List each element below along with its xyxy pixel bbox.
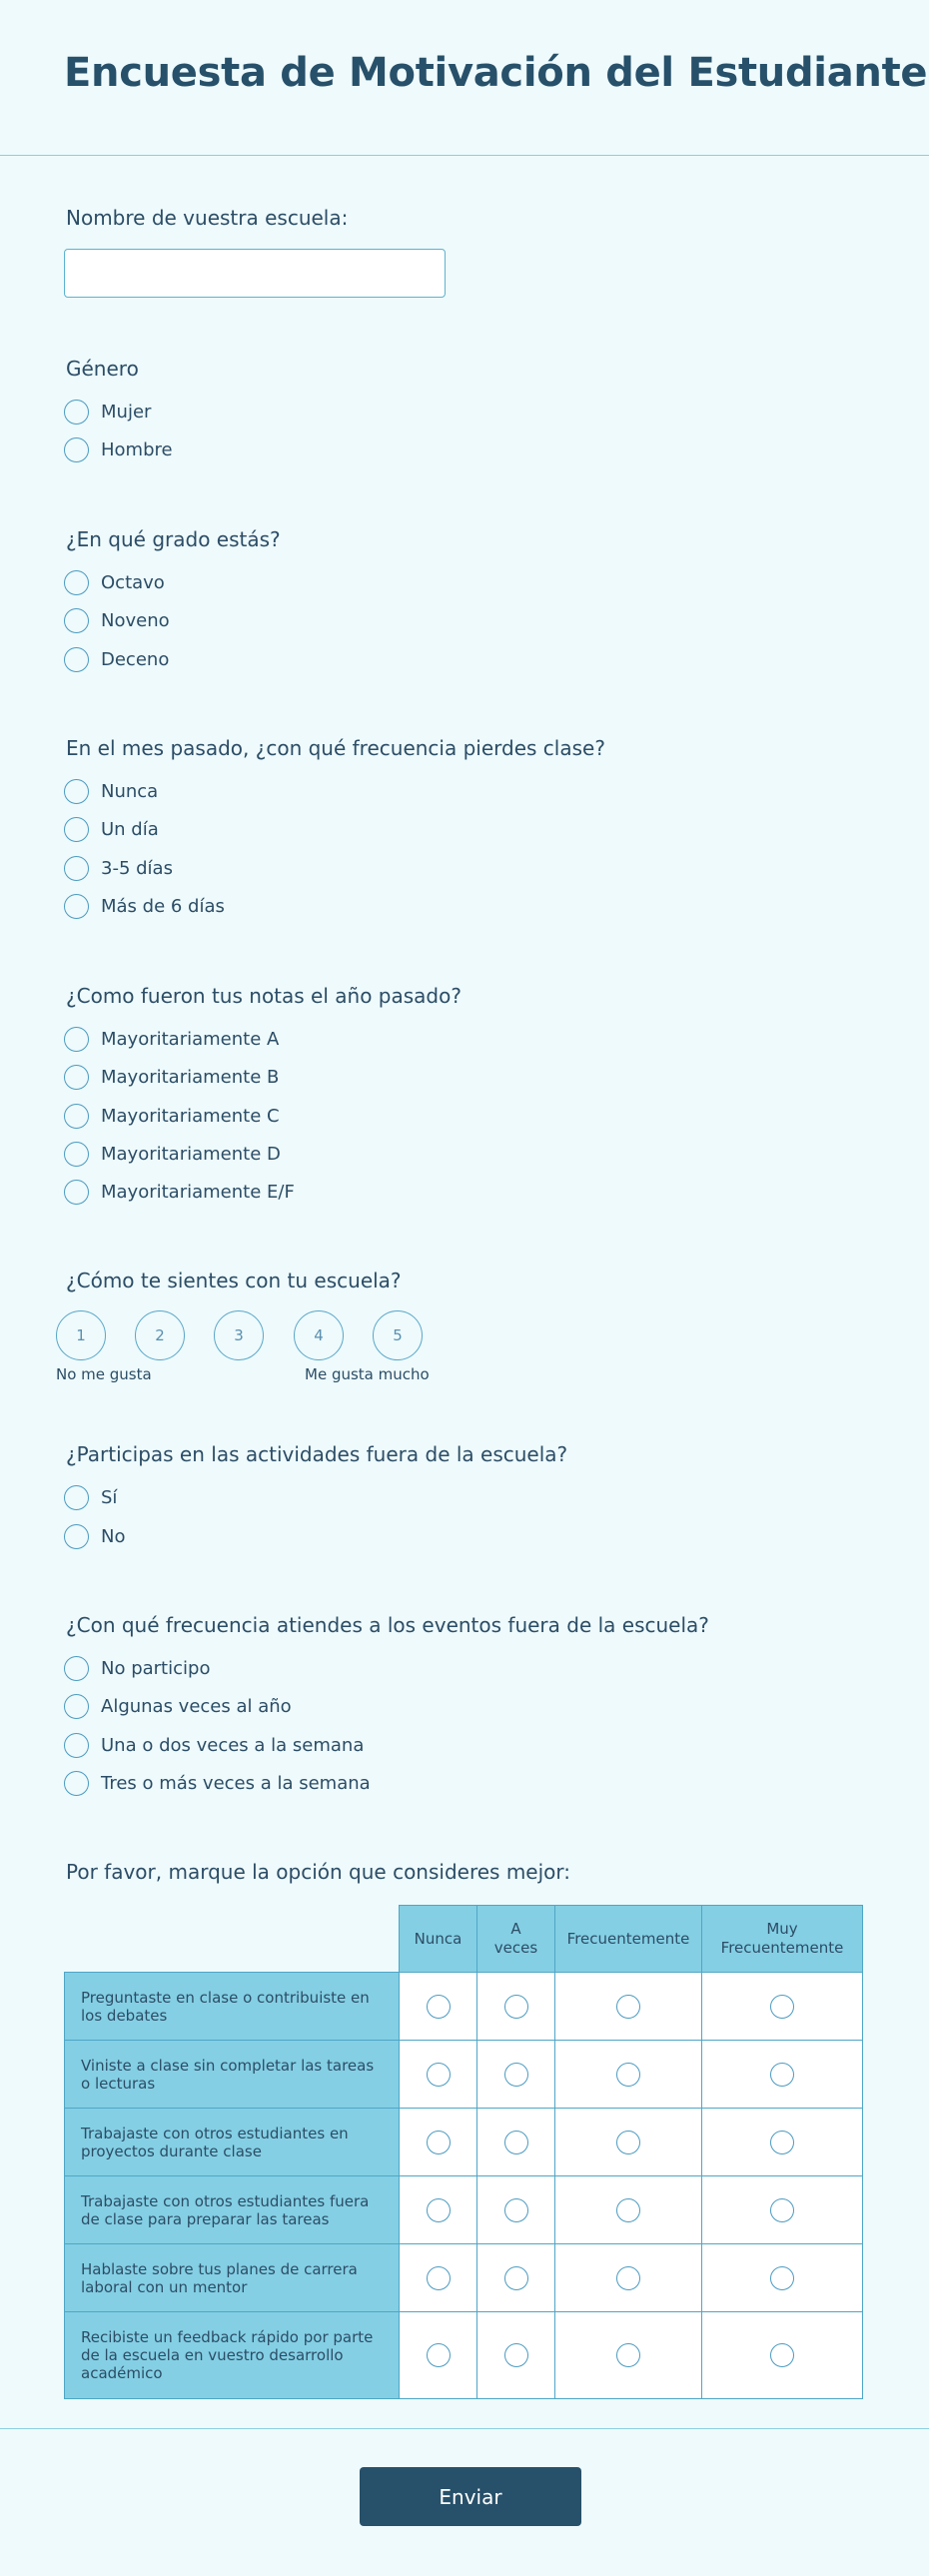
page-title: Encuesta de Motivación del Estudiante bbox=[64, 50, 928, 96]
grade-option-octavo[interactable] bbox=[64, 569, 165, 595]
radio-button[interactable] bbox=[64, 1733, 89, 1758]
grade-option-noveno[interactable] bbox=[64, 607, 170, 633]
events-option-tres-o-mas[interactable] bbox=[64, 1770, 371, 1796]
option-label: No participo bbox=[101, 1657, 211, 1679]
matrix-cell[interactable] bbox=[476, 2175, 555, 2244]
option-label: No bbox=[101, 1525, 126, 1547]
radio-button[interactable] bbox=[770, 2063, 794, 2087]
matrix-cell[interactable] bbox=[476, 2040, 555, 2109]
matrix-row-label: Hablaste sobre tus planes de carrera laboral con un mentor bbox=[64, 2243, 400, 2312]
matrix-cell[interactable] bbox=[554, 2311, 702, 2399]
matrix-row-label: Preguntaste en clase o contribuiste en los debates bbox=[64, 1972, 400, 2041]
events-option-una-o-dos[interactable] bbox=[64, 1732, 364, 1758]
matrix-cell[interactable] bbox=[399, 2040, 477, 2109]
matrix-cell[interactable] bbox=[399, 2108, 477, 2176]
activities-option-si[interactable] bbox=[64, 1484, 117, 1510]
matrix-cell[interactable] bbox=[476, 1972, 555, 2041]
absence-option-un-dia[interactable] bbox=[64, 816, 159, 842]
grades-option-c[interactable] bbox=[64, 1103, 280, 1129]
matrix-question-label: Por favor, marque la opción que consideres mejor: bbox=[66, 1860, 571, 1884]
option-label: Tres o más veces a la semana bbox=[101, 1772, 371, 1794]
radio-button[interactable] bbox=[770, 2266, 794, 2290]
rating-option-4[interactable]: 4 bbox=[294, 1310, 344, 1360]
grades-option-a[interactable] bbox=[64, 1026, 279, 1052]
gender-question-label: Género bbox=[66, 357, 139, 381]
radio-button[interactable] bbox=[64, 437, 89, 462]
rating-low-caption: No me gusta bbox=[56, 1365, 152, 1383]
radio-button[interactable] bbox=[64, 1656, 89, 1681]
radio-button[interactable] bbox=[504, 2063, 528, 2087]
matrix-cell[interactable] bbox=[701, 2040, 863, 2109]
option-label: Más de 6 días bbox=[101, 895, 225, 917]
radio-button[interactable] bbox=[427, 2343, 451, 2367]
radio-button[interactable] bbox=[427, 2198, 451, 2222]
matrix-cell[interactable] bbox=[399, 2243, 477, 2312]
absence-question-label: En el mes pasado, ¿con qué frecuencia pierdes clase? bbox=[66, 736, 605, 760]
grade-option-deceno[interactable] bbox=[64, 646, 169, 672]
radio-button[interactable] bbox=[64, 1694, 89, 1719]
option-label: Noveno bbox=[101, 609, 170, 631]
matrix-cell[interactable] bbox=[701, 1972, 863, 2041]
radio-button[interactable] bbox=[504, 2131, 528, 2154]
events-question-label: ¿Con qué frecuencia atiendes a los eventos fuera de la escuela? bbox=[66, 1613, 709, 1637]
radio-button[interactable] bbox=[64, 1027, 89, 1052]
events-option-no-participo[interactable] bbox=[64, 1655, 210, 1681]
matrix-cell[interactable] bbox=[399, 2175, 477, 2244]
radio-button[interactable] bbox=[64, 1771, 89, 1796]
option-label: Hombre bbox=[101, 438, 173, 460]
gender-option-hombre[interactable] bbox=[64, 436, 173, 462]
radio-button[interactable] bbox=[770, 2131, 794, 2154]
events-option-algunas-veces[interactable] bbox=[64, 1693, 292, 1719]
radio-button[interactable] bbox=[427, 2063, 451, 2087]
grades-option-d[interactable] bbox=[64, 1141, 281, 1167]
radio-button[interactable] bbox=[770, 1995, 794, 2019]
radio-button[interactable] bbox=[504, 1995, 528, 2019]
radio-button[interactable] bbox=[427, 1995, 451, 2019]
rating-option-2[interactable]: 2 bbox=[135, 1310, 185, 1360]
radio-button[interactable] bbox=[504, 2198, 528, 2222]
matrix-header-nunca: Nunca bbox=[399, 1905, 477, 1973]
option-label: Una o dos veces a la semana bbox=[101, 1734, 365, 1756]
radio-button[interactable] bbox=[427, 2131, 451, 2154]
matrix-cell[interactable] bbox=[554, 2108, 702, 2176]
school-name-label: Nombre de vuestra escuela: bbox=[66, 206, 349, 230]
school-name-input[interactable] bbox=[64, 249, 446, 298]
radio-button[interactable] bbox=[64, 1065, 89, 1090]
radio-button[interactable] bbox=[64, 894, 89, 919]
matrix-cell[interactable] bbox=[554, 2175, 702, 2244]
grades-option-e-f[interactable] bbox=[64, 1179, 295, 1205]
matrix-cell[interactable] bbox=[476, 2108, 555, 2176]
rating-high-caption: Me gusta mucho bbox=[305, 1365, 430, 1383]
matrix-cell[interactable] bbox=[554, 2243, 702, 2312]
matrix-row-label: Recibiste un feedback rápido por parte de la escuela en vuestro desarrollo académico bbox=[64, 2311, 400, 2399]
matrix-cell[interactable] bbox=[701, 2108, 863, 2176]
matrix-cell[interactable] bbox=[399, 1972, 477, 2041]
radio-button[interactable] bbox=[504, 2343, 528, 2367]
grades-question-label: ¿Como fueron tus notas el año pasado? bbox=[66, 984, 462, 1008]
matrix-header-frecuentemente: Frecuentemente bbox=[554, 1905, 702, 1973]
option-label: Mayoritariamente C bbox=[101, 1105, 280, 1127]
radio-button[interactable] bbox=[770, 2198, 794, 2222]
radio-button[interactable] bbox=[64, 647, 89, 672]
radio-button[interactable] bbox=[64, 1180, 89, 1205]
radio-button[interactable] bbox=[64, 400, 89, 425]
option-label: Deceno bbox=[101, 648, 170, 670]
radio-button[interactable] bbox=[64, 1485, 89, 1510]
matrix-cell[interactable] bbox=[476, 2311, 555, 2399]
radio-button[interactable] bbox=[64, 1142, 89, 1167]
rating-option-3[interactable]: 3 bbox=[214, 1310, 264, 1360]
radio-button[interactable] bbox=[770, 2343, 794, 2367]
radio-button[interactable] bbox=[616, 2063, 640, 2087]
matrix-header-muy-frecuentemente: Muy Frecuentemente bbox=[701, 1905, 863, 1973]
matrix-cell[interactable] bbox=[701, 2243, 863, 2312]
matrix-cell[interactable] bbox=[554, 1972, 702, 2041]
matrix-header-a-veces: A veces bbox=[476, 1905, 555, 1973]
radio-button[interactable] bbox=[616, 2343, 640, 2367]
gender-option-mujer[interactable] bbox=[64, 399, 151, 425]
option-label: Mayoritariamente D bbox=[101, 1143, 281, 1165]
option-label: Nunca bbox=[101, 780, 159, 802]
matrix-cell[interactable] bbox=[476, 2243, 555, 2312]
radio-button[interactable] bbox=[504, 2266, 528, 2290]
radio-button[interactable] bbox=[64, 817, 89, 842]
option-label: Mayoritariamente A bbox=[101, 1028, 280, 1050]
option-label: Mujer bbox=[101, 401, 152, 423]
radio-button[interactable] bbox=[64, 570, 89, 595]
submit-button[interactable]: Enviar bbox=[360, 2467, 581, 2526]
footer-divider bbox=[0, 2428, 929, 2429]
radio-button[interactable] bbox=[64, 1524, 89, 1549]
radio-button[interactable] bbox=[616, 2266, 640, 2290]
rating-option-5[interactable]: 5 bbox=[373, 1310, 423, 1360]
radio-button[interactable] bbox=[616, 2131, 640, 2154]
radio-button[interactable] bbox=[64, 779, 89, 804]
option-label: Un día bbox=[101, 818, 159, 840]
option-label: Sí bbox=[101, 1486, 118, 1508]
option-label: Octavo bbox=[101, 571, 165, 593]
matrix-row-label: Trabajaste con otros estudiantes fuera de clase para preparar las tareas bbox=[64, 2175, 400, 2244]
radio-button[interactable] bbox=[427, 2266, 451, 2290]
radio-button[interactable] bbox=[64, 608, 89, 633]
feeling-question-label: ¿Cómo te sientes con tu escuela? bbox=[66, 1269, 402, 1292]
rating-option-1[interactable]: 1 bbox=[56, 1310, 106, 1360]
matrix-cell[interactable] bbox=[701, 2311, 863, 2399]
radio-button[interactable] bbox=[616, 1995, 640, 2019]
absence-option-3-5-dias[interactable] bbox=[64, 855, 173, 881]
matrix-row-label: Trabajaste con otros estudiantes en proyectos durante clase bbox=[64, 2108, 400, 2176]
matrix-cell[interactable] bbox=[399, 2311, 477, 2399]
radio-button[interactable] bbox=[616, 2198, 640, 2222]
matrix-row-label: Viniste a clase sin completar las tareas o lecturas bbox=[64, 2040, 400, 2109]
option-label: 3-5 días bbox=[101, 857, 173, 879]
option-label: Mayoritariamente B bbox=[101, 1066, 280, 1088]
absence-option-mas-de-6-dias[interactable] bbox=[64, 893, 225, 919]
grades-option-b[interactable] bbox=[64, 1064, 279, 1090]
activities-option-no[interactable] bbox=[64, 1523, 125, 1549]
radio-button[interactable] bbox=[64, 856, 89, 881]
option-label: Mayoritariamente E/F bbox=[101, 1181, 295, 1203]
radio-button[interactable] bbox=[64, 1104, 89, 1129]
absence-option-nunca[interactable] bbox=[64, 778, 158, 804]
matrix-cell[interactable] bbox=[701, 2175, 863, 2244]
option-label: Algunas veces al año bbox=[101, 1695, 292, 1717]
form-header bbox=[0, 0, 929, 156]
matrix-cell[interactable] bbox=[554, 2040, 702, 2109]
activities-question-label: ¿Participas en las actividades fuera de la escuela? bbox=[66, 1442, 568, 1466]
grade-question-label: ¿En qué grado estás? bbox=[66, 527, 281, 551]
